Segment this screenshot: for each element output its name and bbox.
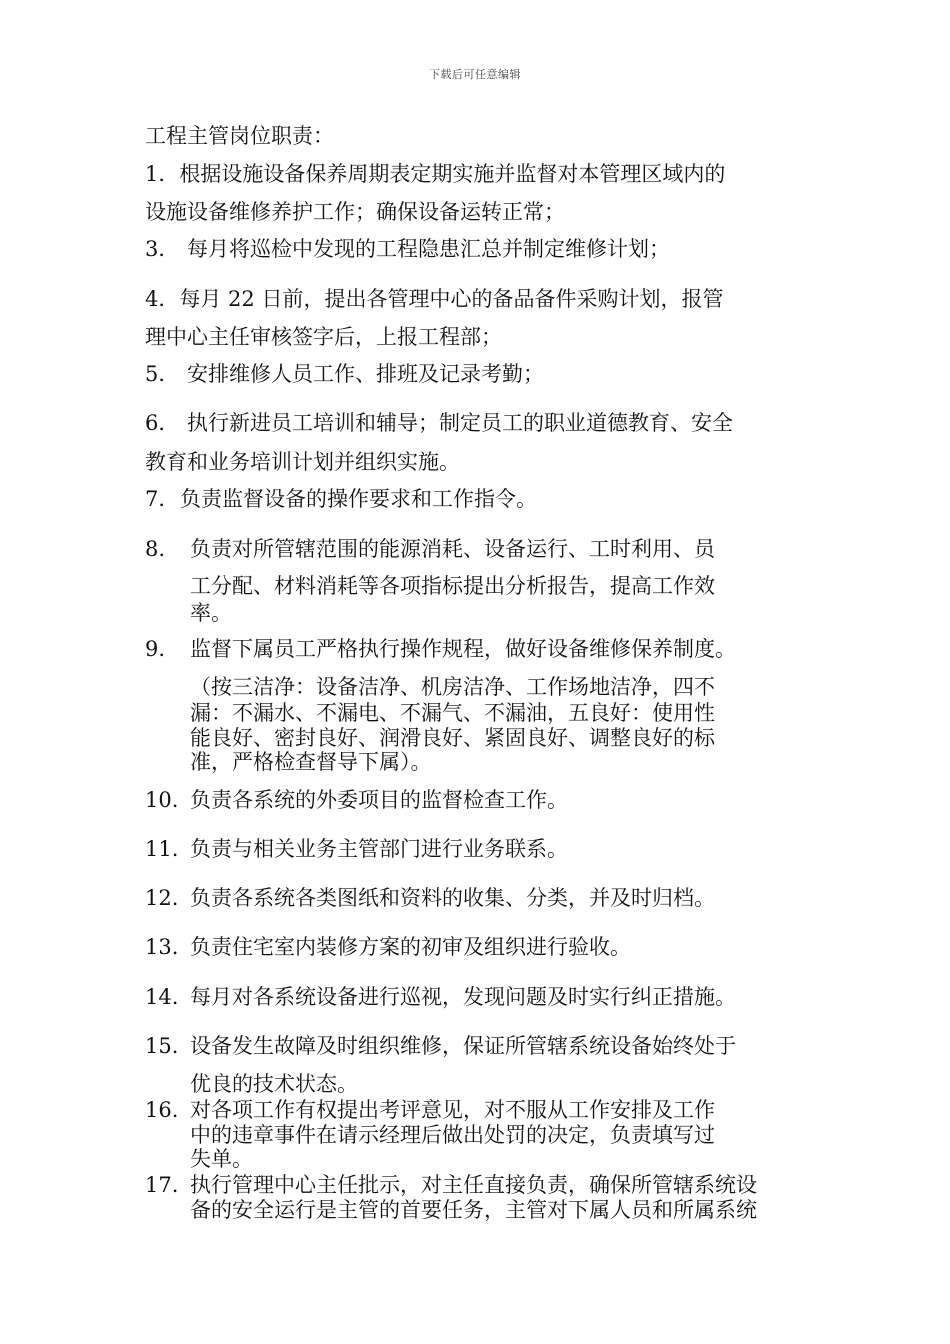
item-number: 10. [145, 788, 179, 812]
item-number: 13. [145, 935, 179, 959]
item-number: 3． [145, 237, 180, 261]
item-number: 15. [145, 1034, 179, 1058]
item-number: 17. [145, 1173, 179, 1197]
list-item-9-line-1: 监督下属员工严格执行操作规程，做好设备维修保养制度。 [190, 637, 736, 661]
list-item-6-line-1 [145, 410, 733, 436]
item-text: 执行新进员工培训和辅导；制定员工的职业道德教育、安全 [187, 411, 733, 435]
list-item-15-line-1: 设备发生故障及时组织维修，保证所管辖系统设备始终处于 [190, 1034, 736, 1058]
list-item-3 [145, 236, 670, 262]
item-number: 6． [145, 411, 180, 435]
list-item-9-line-3: 漏：不漏水、不漏电、不漏气、不漏油，五良好：使用性 [190, 701, 715, 725]
item-text: 安排维修人员工作、排班及记录考勤； [187, 362, 544, 386]
item-number: 12. [145, 886, 179, 910]
item-text: 根据设施设备保养周期表定期实施并监督对本管理区域内的 [179, 162, 726, 186]
item-number: 5． [145, 362, 180, 386]
list-item-7 [145, 486, 537, 512]
item-number: 7． [145, 487, 180, 511]
list-item-10: 负责各系统的外委项目的监督检查工作。 [190, 788, 568, 812]
item-number: 14. [145, 985, 179, 1009]
list-item-17-line-1: 执行管理中心主任批示，对主任直接负责，确保所管辖系统设 [190, 1173, 757, 1197]
item-number: 16. [145, 1098, 179, 1122]
item-text: 负责监督设备的操作要求和工作指令。 [180, 487, 537, 511]
list-item-9-line-2: （按三洁净：设备洁净、机房洁净、工作场地洁净，四不 [190, 675, 715, 699]
item-number: 11. [145, 837, 179, 861]
item-number: 9. [145, 637, 166, 661]
list-item-4-line-2: 理中心主任审核签字后，上报工程部； [145, 325, 502, 349]
list-item-16-line-1: 对各项工作有权提出考评意见，对不服从工作安排及工作 [190, 1098, 715, 1122]
list-item-8-line-3: 率。 [190, 601, 232, 625]
list-item-6-line-2: 教育和业务培训计划并组织实施。 [145, 450, 460, 474]
item-text: 每月将巡检中发现的工程隐患汇总并制定维修计划； [187, 237, 670, 261]
list-item-13: 负责住宅室内装修方案的初审及组织进行验收。 [190, 935, 631, 959]
list-item-14: 每月对各系统设备进行巡视，发现问题及时实行纠正措施。 [190, 985, 736, 1009]
list-item-16-line-3: 失单。 [190, 1147, 253, 1171]
list-item-1-line-2: 设施设备维修养护工作；确保设备运转正常； [145, 200, 565, 224]
list-item-16-line-2: 中的违章事件在请示经理后做出处罚的决定，负责填写过 [190, 1123, 715, 1147]
list-item-8-line-1: 负责对所管辖范围的能源消耗、设备运行、工时利用、员 [190, 537, 715, 561]
list-item-5 [145, 361, 544, 387]
list-item-17-line-2: 备的安全运行是主管的首要任务，主管对下属人员和所属系统 [190, 1198, 757, 1222]
item-number: 1． [145, 162, 180, 186]
list-item-9-line-4: 能良好、密封良好、润滑良好、紧固良好、调整良好的标 [190, 726, 715, 750]
list-item-4-line-1 [145, 286, 723, 312]
list-item-1-line-1 [145, 161, 725, 187]
page-header: 下载后可任意编辑 [429, 68, 521, 81]
list-item-9-line-5: 准，严格检查督导下属）。 [190, 750, 432, 774]
list-item-11: 负责与相关业务主管部门进行业务联系。 [190, 837, 568, 861]
list-item-12: 负责各系统各类图纸和资料的收集、分类，并及时归档。 [190, 886, 715, 910]
document-title: 工程主管岗位职责： [145, 124, 334, 148]
item-number: 4． [145, 287, 180, 311]
item-number: 8. [145, 537, 166, 561]
item-text: 每月 22 日前，提出各管理中心的备品备件采购计划，报管 [179, 287, 724, 311]
list-item-8-line-2: 工分配、材料消耗等各项指标提出分析报告，提高工作效 [190, 574, 715, 598]
list-item-15-line-2: 优良的技术状态。 [190, 1072, 358, 1096]
